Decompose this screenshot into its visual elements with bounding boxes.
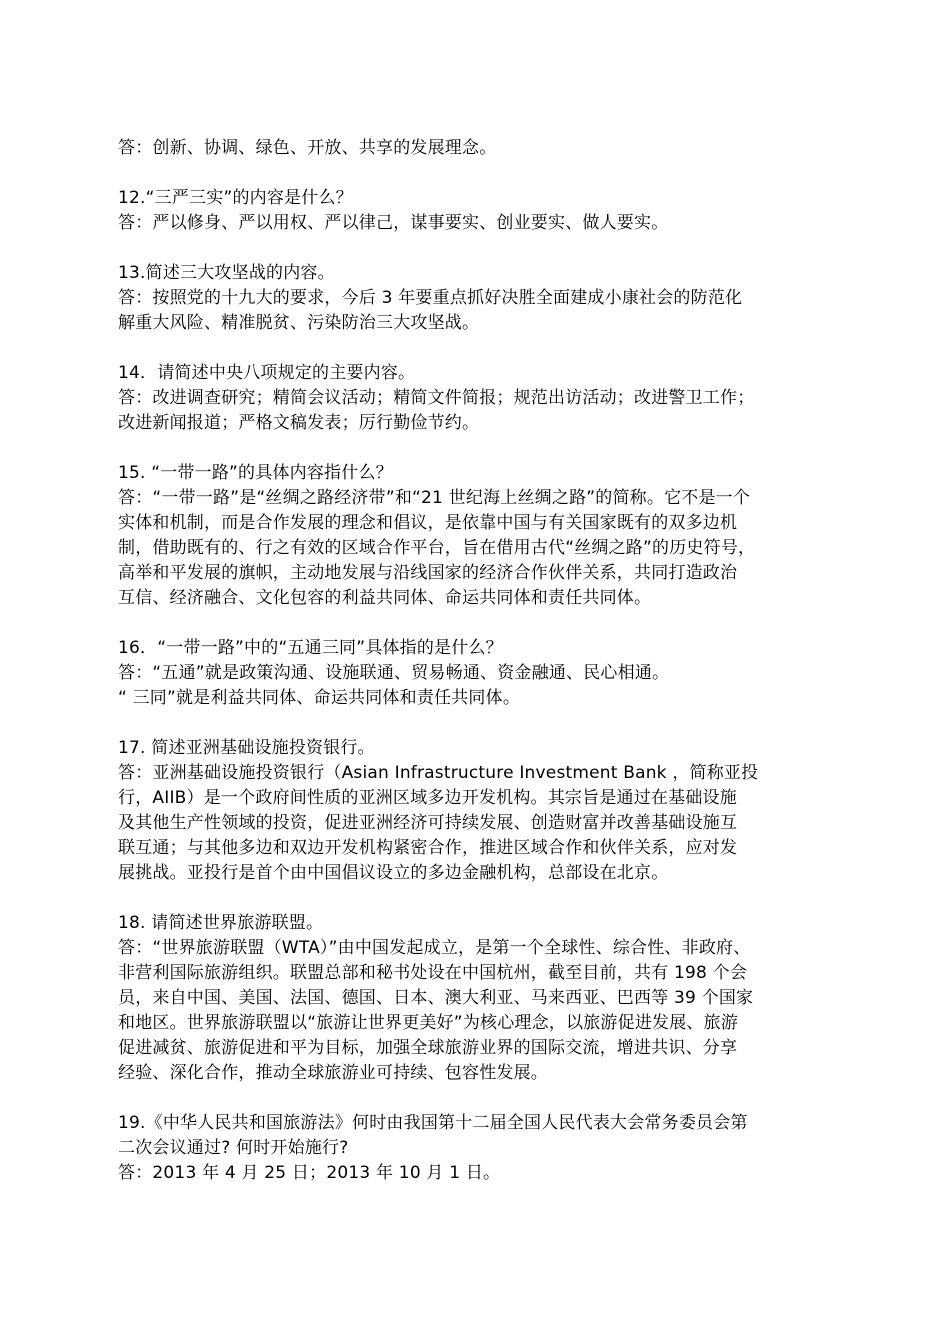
paragraph-gap <box>118 711 848 736</box>
text-line: 和地区。世界旅游联盟以“旅游让世界更美好”为核心理念，以旅游促进发展、旅游 <box>118 1013 739 1033</box>
text-line: 展挑战。亚投行是首个由中国倡议设立的多边金融机构，总部设在北京。 <box>118 863 669 883</box>
qa-block <box>118 1111 848 1186</box>
qa-block <box>118 361 848 436</box>
qa-block <box>118 136 848 161</box>
text-line: 互信、经济融合、文化包容的利益共同体、命运共同体和责任共同体。 <box>118 588 652 608</box>
question-line: 15. “一带一路”的具体内容指什么？ <box>118 463 393 483</box>
text-line: 答：按照党的十九大的要求，今后 3 年要重点抓好决胜全面建成小康社会的防范化 <box>118 288 743 308</box>
qa-block <box>118 186 848 236</box>
text-line: 答：亚洲基础设施投资银行（Asian Infrastructure Investment Bank ，简称亚投 <box>118 763 759 783</box>
text-line: 答：“世界旅游联盟（WTA）”由中国发起成立，是第一个全球性、综合性、非政府、 <box>118 938 751 958</box>
text-line: “ 三同”就是利益共同体、命运共同体和责任共同体。 <box>118 688 521 708</box>
qa-block <box>118 461 848 611</box>
text-line: 答：2013 年 4 月 25 日；2013 年 10 月 1 日。 <box>118 1163 501 1183</box>
text-line: 改进新闻报道；严格文稿发表；厉行勤俭节约。 <box>118 413 480 433</box>
text-line: 答：改进调查研究；精简会议活动；精简文件简报；规范出访活动；改进警卫工作； <box>118 388 755 408</box>
paragraph-gap <box>118 886 848 911</box>
text-line: 答：严以修身、严以用权、严以律己，谋事要实、创业要实、做人要实。 <box>118 213 669 233</box>
question-line: 14．请简述中央八项规定的主要内容。 <box>118 363 416 383</box>
text-line: 制，借助既有的、行之有效的区域合作平台，旨在借用古代“丝绸之路”的历史符号， <box>118 538 756 558</box>
text-line: 促进减贫、旅游促进和平为目标，加强全球旅游业界的国际交流，增进共识、分享 <box>118 1038 738 1058</box>
question-line: 12.“三严三实”的内容是什么？ <box>118 188 353 208</box>
text-line: 答：创新、协调、绿色、开放、共享的发展理念。 <box>118 138 497 158</box>
text-line: 答：“一带一路”是“丝绸之路经济带”和“21 世纪海上丝绸之路”的简称。它不是一个 <box>118 488 751 508</box>
paragraph-gap <box>118 161 848 186</box>
text-line: 解重大风险、精准脱贫、污染防治三大攻坚战。 <box>118 313 480 333</box>
text-line: 行，AIIB）是一个政府间性质的亚洲区域多边开发机构。其宗旨是通过在基础设施 <box>118 788 737 808</box>
text-line: 实体和机制，而是合作发展的理念和倡议，是依靠中国与有关国家既有的双多边机 <box>118 513 738 533</box>
question-line: 19.《中华人民共和国旅游法》何时由我国第十二届全国人民代表大会常务委员会第 <box>118 1113 748 1133</box>
text-line: 联互通；与其他多边和双边开发机构紧密合作，推进区域合作和伙伴关系，应对发 <box>118 838 738 858</box>
paragraph-gap <box>118 436 848 461</box>
text-line: 高举和平发展的旗帜，主动地发展与沿线国家的经济合作伙伴关系，共同打造政治 <box>118 563 738 583</box>
paragraph-gap <box>118 1086 848 1111</box>
text-line: 非营利国际旅游组织。联盟总部和秘书处设在中国杭州，截至目前，共有 198 个会 <box>118 963 748 983</box>
text-line: 二次会议通过? 何时开始施行? <box>118 1138 349 1158</box>
text-line: 员，来自中国、美国、法国、德国、日本、澳大利亚、马来西亚、巴西等 39 个国家 <box>118 988 754 1008</box>
qa-block <box>118 736 848 886</box>
paragraph-gap <box>118 611 848 636</box>
question-line: 13.简述三大攻坚战的内容。 <box>118 263 335 283</box>
qa-block <box>118 636 848 711</box>
question-line: 18. 请简述世界旅游联盟。 <box>118 913 324 933</box>
question-line: 16．“一带一路”中的“五通三同”具体指的是什么？ <box>118 638 503 658</box>
text-line: 及其他生产性领域的投资，促进亚洲经济可持续发展、创造财富并改善基础设施互 <box>118 813 738 833</box>
text-line: 答：“五通”就是政策沟通、设施联通、贸易畅通、资金融通、民心相通。 <box>118 663 670 683</box>
text-line: 经验、深化合作，推动全球旅游业可持续、包容性发展。 <box>118 1063 548 1083</box>
qa-block <box>118 911 848 1086</box>
paragraph-gap <box>118 236 848 261</box>
question-line: 17. 简述亚洲基础设施投资银行。 <box>118 738 375 758</box>
qa-block <box>118 261 848 336</box>
paragraph-gap <box>118 336 848 361</box>
document-page <box>118 136 848 1186</box>
